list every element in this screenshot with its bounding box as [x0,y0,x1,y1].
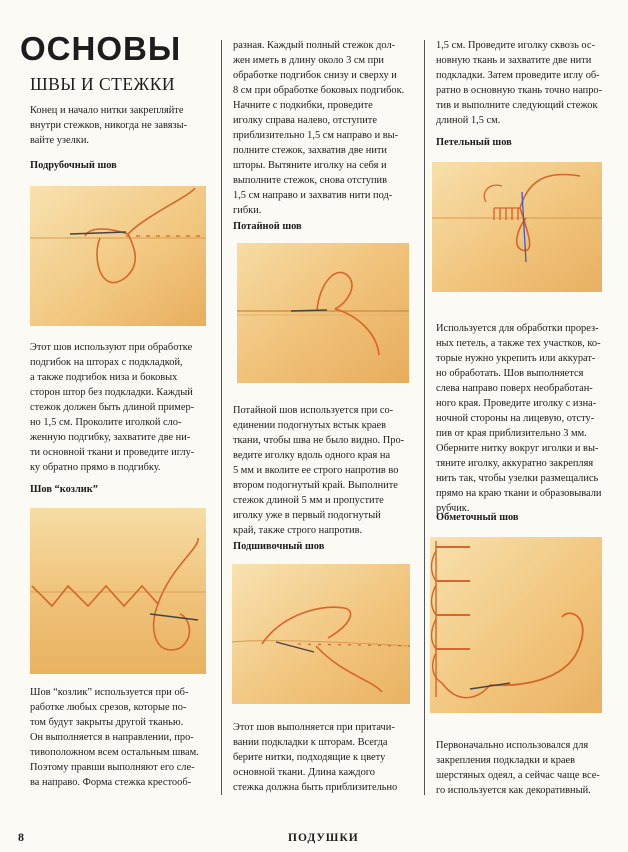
column-divider-left [221,40,222,795]
page-number: 8 [18,830,24,844]
lining-stitch-text-continued: 1,5 см. Проведите иголку сквозь ос- новную ткань и захватите две нити подкладки. Затем проведите иглу об- ратно в основную ткань точно напро- тив и выполните следующий стежок длиной 1,5 см. [436,40,603,126]
herringbone-heading: Шов “козлик” [30,484,98,495]
page-subtitle: ШВЫ И СТЕЖКИ [30,74,176,94]
blanket-stitch-text: Первоначально использовался для закрепления подкладки и краев шерстяных одеял, а сейчас чаще все- го используется как декоративный. [436,740,600,796]
page-title: ОСНОВЫ [20,30,182,67]
lining-stitch-text: Этот шов выполняется при притачи- вании подкладки к шторам. Всегда берите нитки, подходящие к цвету основной ткани. Длина каждого стежка должна быть приблизительно [233,722,398,793]
hemming-text: Этот шов используют при обработке подгибок на шторах с подкладкой, а также подгибок низа и боковых сторон штор без подкладки. Каждый стежок должен быть длиной пример- но 1,5 см. Проколите иголкой сло- женную подгибку, захватите две ни- ти основной ткани и проведите иглу- ку обратно прямо в подгибку. [30,342,195,473]
blanket-stitch-illustration [430,537,602,713]
herringbone-stitch-illustration [30,508,206,674]
buttonhole-stitch-illustration [432,162,602,292]
slip-stitch-illustration [237,243,409,383]
slip-stitch-heading: Потайной шов [233,221,302,232]
hemming-stitch-illustration [30,186,206,326]
lining-stitch-illustration [232,564,410,704]
lining-stitch-heading: Подшивочный шов [233,541,325,552]
hemming-heading: Подрубочный шов [30,160,117,171]
slip-stitch-text: Потайной шов используется при со- единении подогнутых встык краев ткани, чтобы шва не было видно. Про- ведите иголку вдоль одного края на 5 мм и вколите ее строго напротив во втором подогнутый край. Выполните стежок длиной 5 мм и пропустите иголку уже в первый подогнутый край, также строго напротив. [233,405,405,536]
column-divider-right [424,40,425,795]
herringbone-text: Шов “козлик” используется при об- работке любых срезов, которые по- том будут закрыты другой тканью. Он выполняется в направлении, про- тивоположном всем остальным швам. Поэтому правши выполняют его сле- ва направо. Форма стежка крестооб- [30,687,199,788]
buttonhole-stitch-text: Используется для обработки прорез- ных петель, а также тех участков, ко- торые нужно укрепить или аккурат- но обработать. Шов выполняется слева направо поверх необработан- ного края. Проведите иголку с изна- ночной стороны на лицевую, отсту- пив от края приблизительно 3 мм. Оберните нитку вокруг иголки и вы- тяните иголку, аккуратно закрепляя нить так, чтобы узелки размещались прямо на краю ткани и образовывали рубчик. [436,323,602,514]
herringbone-text-continued: разная. Каждый полный стежок дол- жен иметь в длину около 3 см при обработке подгибок снизу и сверху и 8 см при обработке боковых подгибок. Начните с подкибки, проведите иголку справа налево, отступите приблизительно 1,5 см направо и вы- полните стежок, захватив две нити шторы. Вытяните иголку на себя и выполните стежок, снова отступив 1,5 см направо и захватив нити под- гибки. [233,40,405,216]
running-title: ПОДУШКИ [288,832,359,844]
intro-text: Конец и начало нитки закрепляйте внутри стежков, никогда не завязы- вайте узелки. [30,105,188,146]
buttonhole-stitch-heading: Петельный шов [436,137,512,148]
blanket-stitch-heading: Обметочный шов [436,512,519,523]
